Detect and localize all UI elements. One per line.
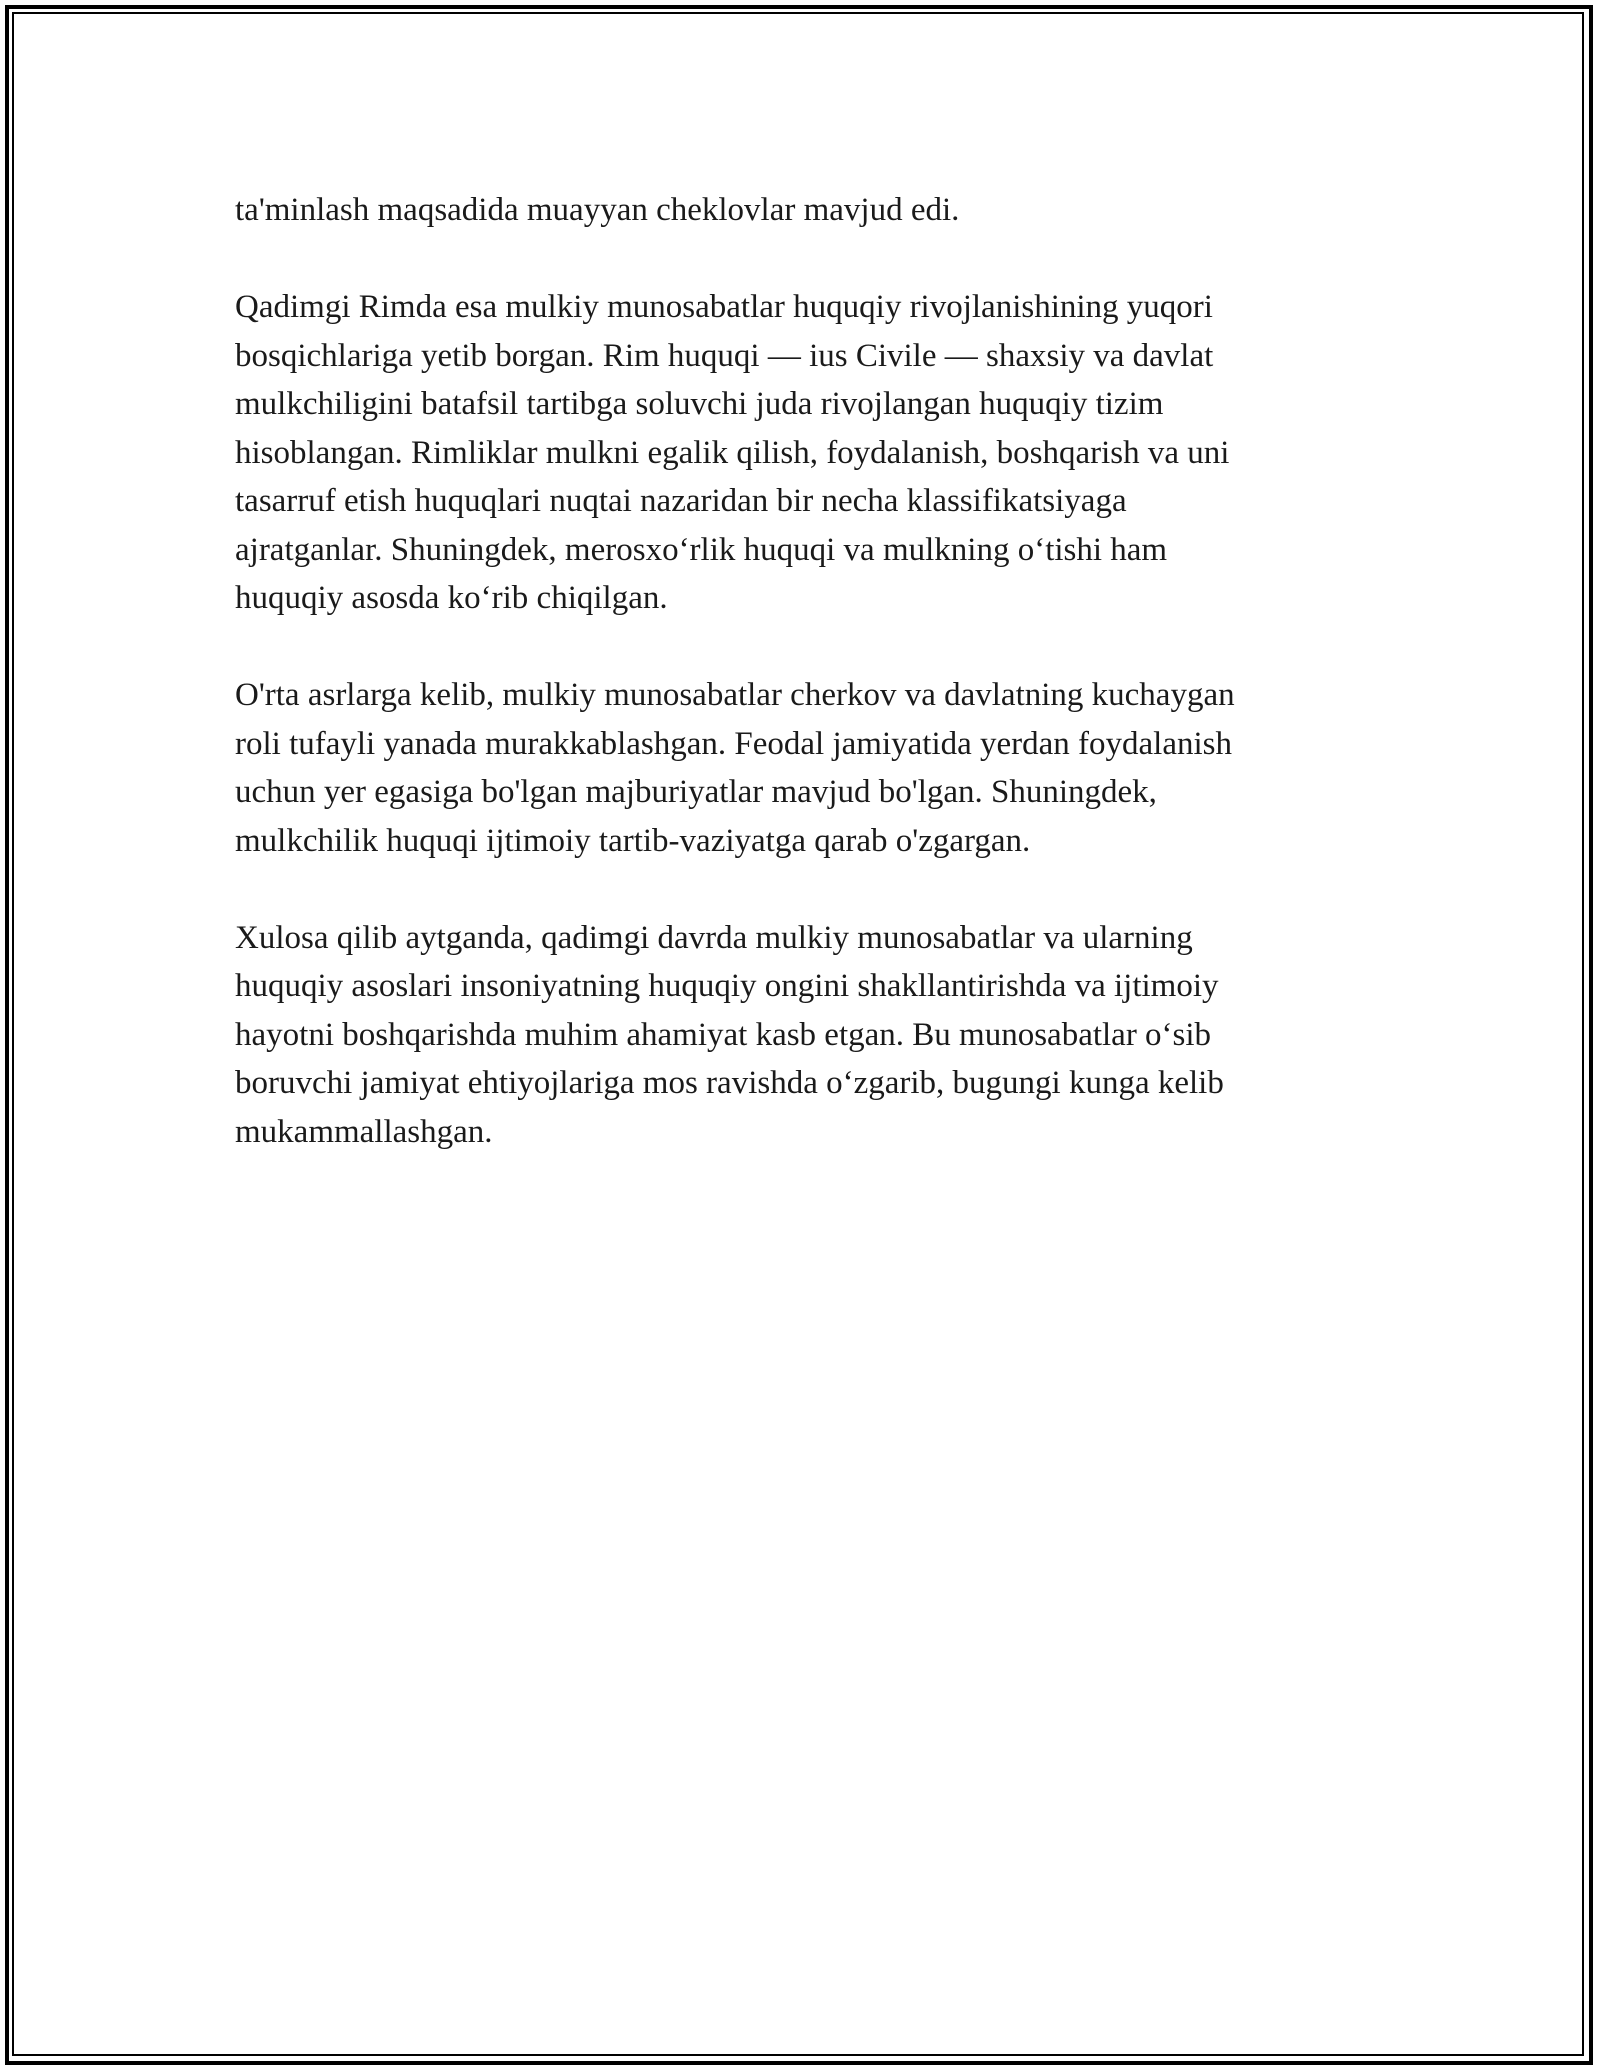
paragraph-1 [235,186,1365,235]
text-line: mulkchilik huquqi ijtimoiy tartib-vaziyatga qarab o'zgargan. [235,822,1031,859]
document-body [235,186,1365,1156]
text-line: O'rta asrlarga kelib, mulkiy munosabatlar cherkov va davlatning kuchaygan [235,677,1235,713]
text-line: roli tufayli yanada murakkablashgan. Feodal jamiyatida yerdan foydalanish [235,725,1233,762]
text-line: boruvchi jamiyat ehtiyojlariga mos ravishda o‘zgarib, bugungi kunga kelib [235,1065,1224,1101]
text-line: huquqiy asosda ko‘rib chiqilgan. [235,580,668,616]
text-line: uchun yer egasiga bo'lgan majburiyatlar mavjud bo'lgan. Shuningdek, [235,774,1157,810]
text-line: mulkchiligini batafsil tartibga soluvchi juda rivojlangan huquqiy tizim [235,386,1164,422]
text-line: huquqiy asoslari insoniyatning huquqiy ongini shakllantirishda va ijtimoiy [235,968,1219,1004]
text-line: ta'minlash maqsadida muayyan cheklovlar mavjud edi. [235,192,960,228]
paragraph-2 [235,283,1365,623]
text-line: Xulosa qilib aytganda, qadimgi davrda mulkiy munosabatlar va ularning [235,919,1193,956]
text-line: bosqichlariga yetib borgan. Rim huquqi — ius Civile — shaxsiy va davlat [235,337,1214,374]
text-line: mukammallashgan. [235,1113,493,1150]
text-line: tasarruf etish huquqlari nuqtai nazaridan bir necha klassifikatsiyaga [235,483,1127,519]
text-line: ajratganlar. Shuningdek, merosxo‘rlik huquqi va mulkning o‘tishi ham [235,531,1168,568]
paragraph-4 [235,914,1365,1157]
text-line: hayotni boshqarishda muhim ahamiyat kasb etgan. Bu munosabatlar o‘sib [235,1016,1212,1053]
text-line: Qadimgi Rimda esa mulkiy munosabatlar huquqiy rivojlanishining yuqori [235,289,1213,325]
text-line: hisoblangan. Rimliklar mulkni egalik qilish, foydalanish, boshqarish va uni [235,434,1230,471]
paragraph-3 [235,671,1365,865]
